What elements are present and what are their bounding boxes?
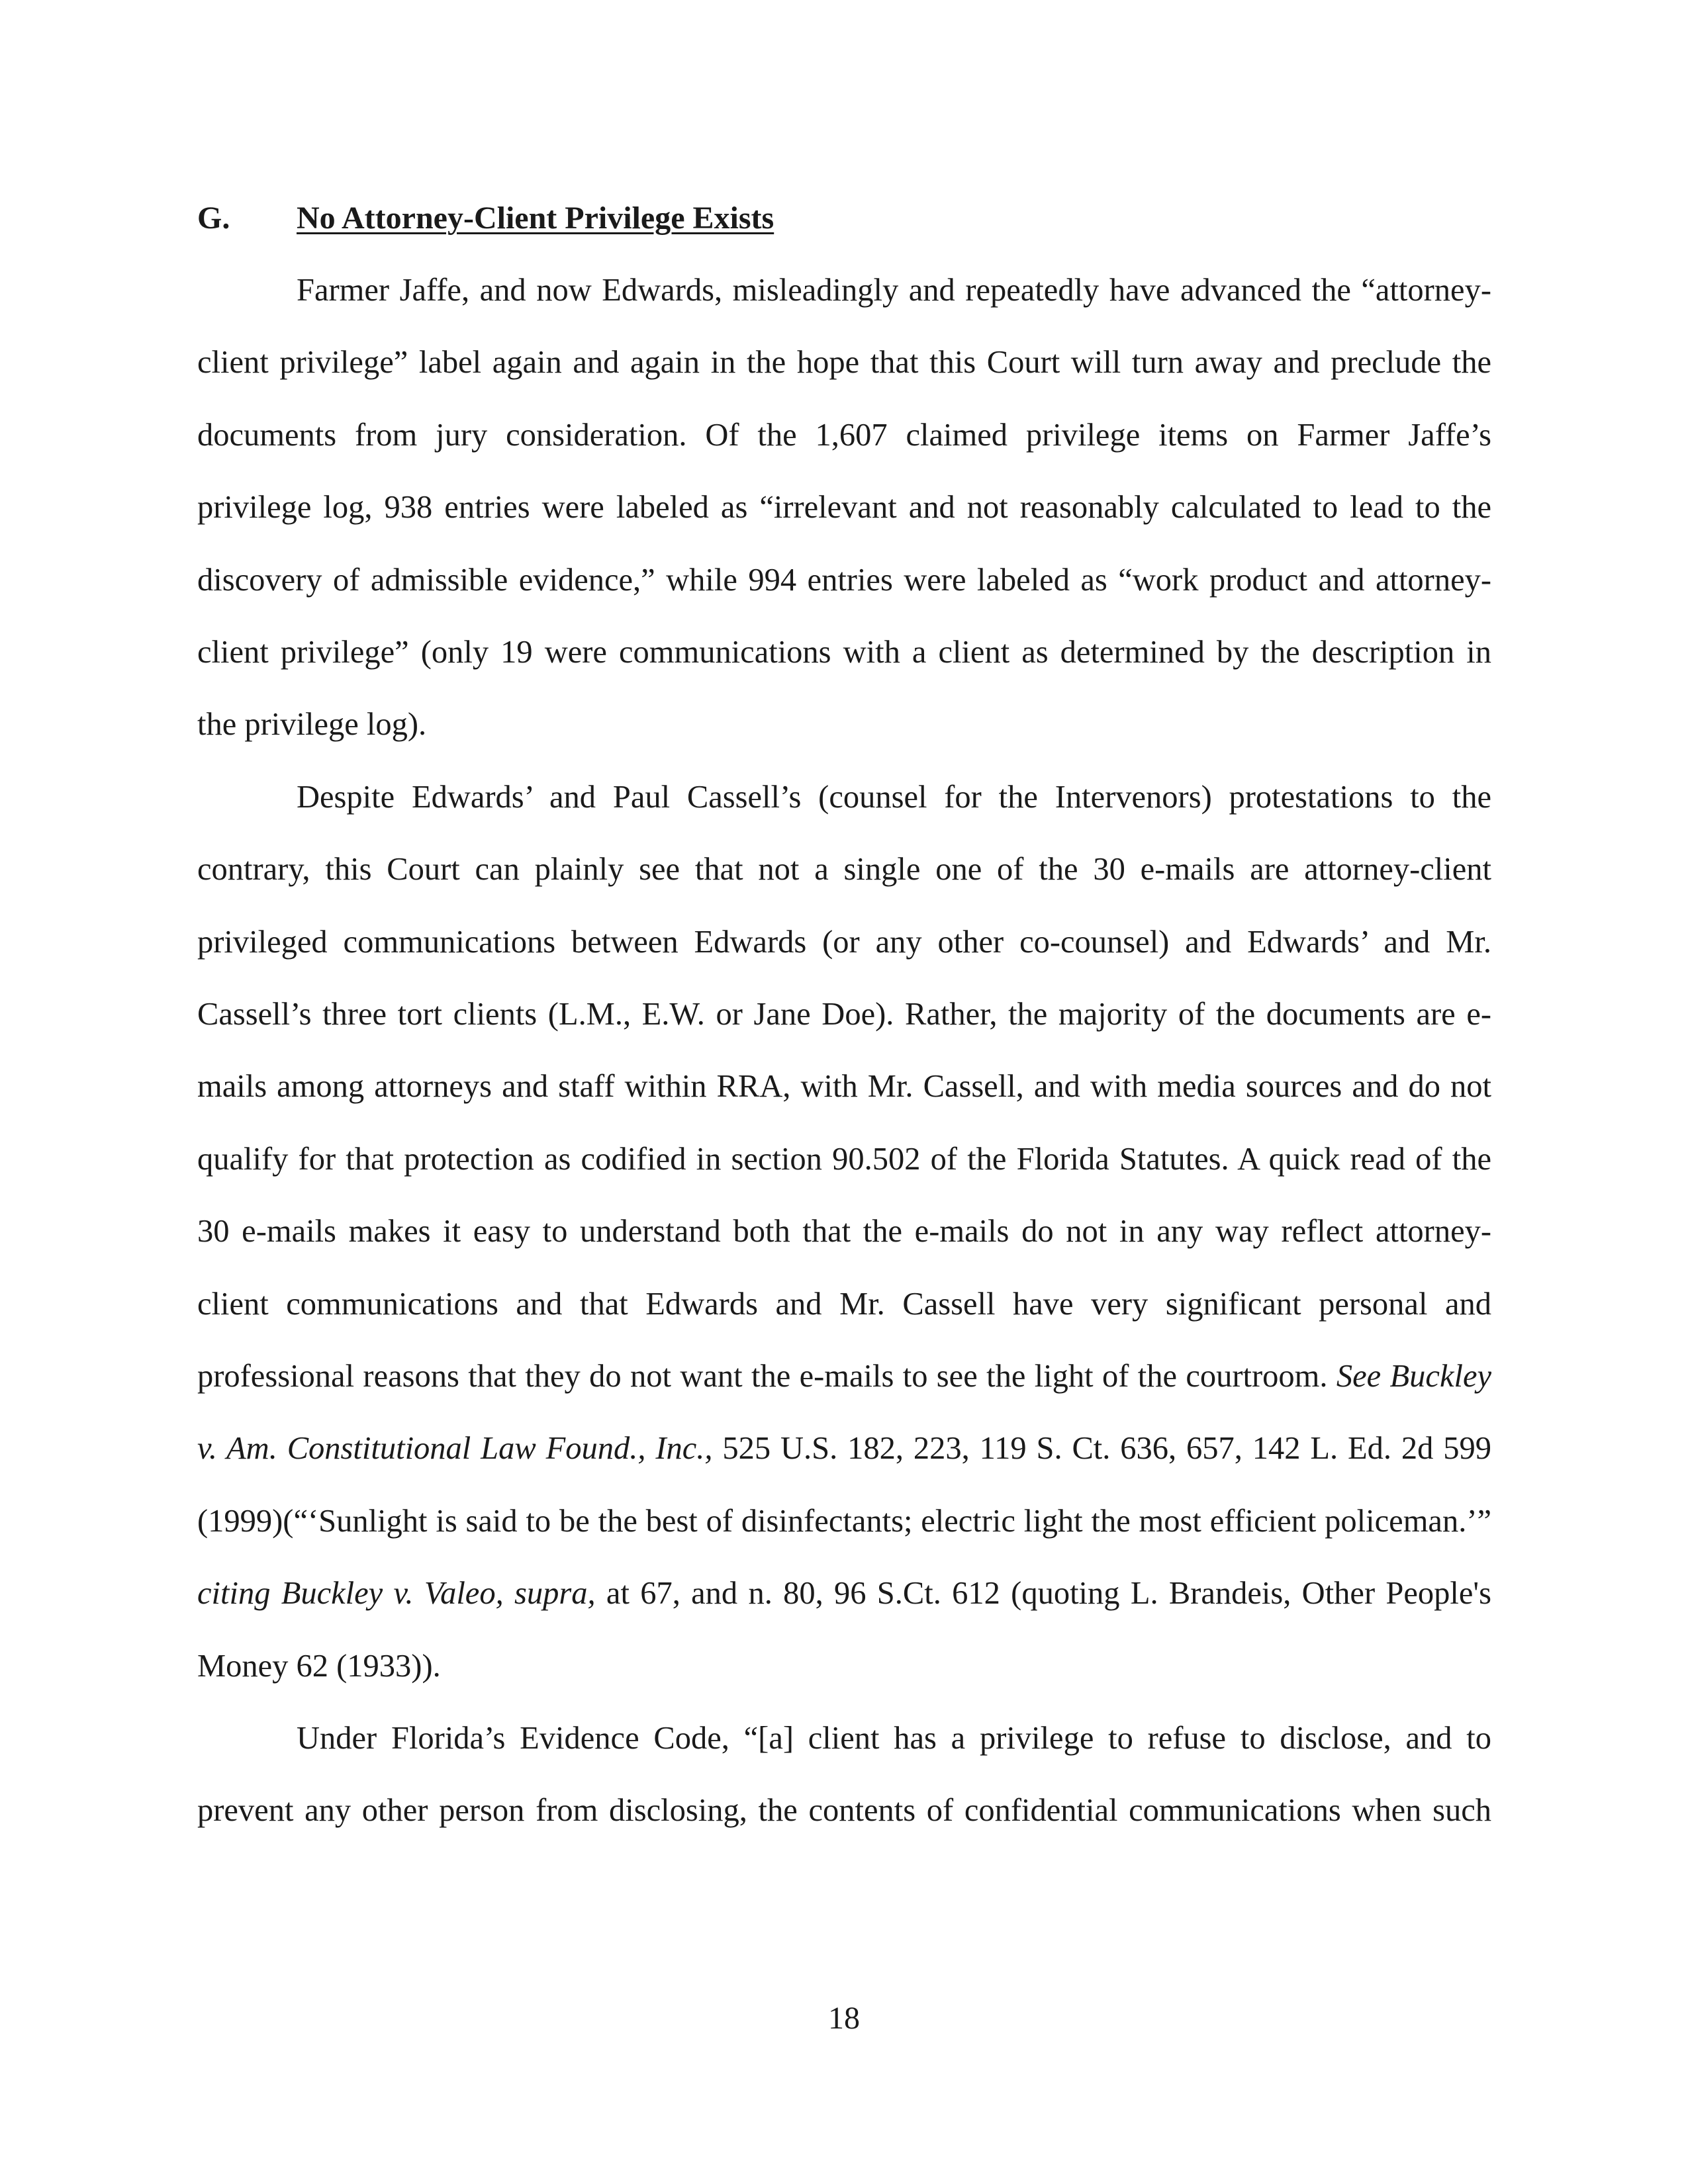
paragraph-2-line-3: privileged communications between Edwards (or any other co-counsel) and Edwards’ and Mr. [197, 925, 1491, 960]
paragraph-2-line-4: Cassell’s three tort clients (L.M., E.W. or Jane Doe). Rather, the majority of the documents are e- [197, 997, 1491, 1032]
page-number: 18 [828, 2001, 860, 2036]
paragraph-2-line-5: mails among attorneys and staff within RRA, with Mr. Cassell, and with media sources and do not [197, 1069, 1491, 1104]
paragraph-2-line-11: (1999)(“‘Sunlight is said to be the best of disinfectants; electric light the most efficient policeman.’” [197, 1504, 1491, 1539]
paragraph-2-line-1: Despite Edwards’ and Paul Cassell’s (counsel for the Intervenors) protestations to the [297, 780, 1491, 815]
paragraph-2-line-9 [197, 1355, 1491, 1398]
paragraph-2-line-13: Money 62 (1933)). [197, 1649, 441, 1684]
paragraph-1-line-6: client privilege” (only 19 were communications with a client as determined by the description in [197, 635, 1491, 670]
citation-see-buckley: See Buckley [1336, 1359, 1491, 1394]
paragraph-3-line-1: Under Florida’s Evidence Code, “[a] client has a privilege to refuse to disclose, and to [297, 1721, 1491, 1756]
paragraph-1-line-1: Farmer Jaffe, and now Edwards, misleadingly and repeatedly have advanced the “attorney- [297, 273, 1491, 308]
line-9-text: professional reasons that they do not want the e-mails to see the light of the courtroom. [197, 1359, 1328, 1394]
paragraph-2-line-7: 30 e-mails makes it easy to understand both that the e-mails do not in any way reflect attorney- [197, 1214, 1491, 1249]
citation-case-name: v. Am. Constitutional Law Found., Inc., [197, 1431, 713, 1466]
citation-reporter: 525 U.S. 182, 223, 119 S. Ct. 636, 657, 142 L. Ed. 2d 599 [722, 1431, 1492, 1466]
paragraph-1-line-5: discovery of admissible evidence,” while 994 entries were labeled as “work product and attorney- [197, 563, 1491, 598]
paragraph-1-line-2: client privilege” label again and again in the hope that this Court will turn away and preclude the [197, 345, 1491, 380]
paragraph-3-line-2: prevent any other person from disclosing, the contents of confidential communications when such [197, 1793, 1491, 1828]
section-heading [197, 197, 774, 240]
paragraph-2-line-2: contrary, this Court can plainly see that not a single one of the 30 e-mails are attorney-client [197, 852, 1491, 887]
section-letter: G. [197, 201, 230, 236]
paragraph-1-line-7: the privilege log). [197, 707, 427, 742]
paragraph-1-line-3: documents from jury consideration. Of the 1,607 claimed privilege items on Farmer Jaffe’s [197, 418, 1491, 453]
paragraph-2-line-6: qualify for that protection as codified in section 90.502 of the Florida Statutes. A quick read of the [197, 1142, 1491, 1177]
paragraph-2-line-10 [197, 1428, 1491, 1470]
section-title: No Attorney-Client Privilege Exists [297, 201, 774, 236]
citation-quoting: at 67, and n. 80, 96 S.Ct. 612 (quoting L. Brandeis, Other People's [606, 1576, 1492, 1611]
citation-citing: citing Buckley v. Valeo, supra, [197, 1576, 596, 1611]
paragraph-2-line-12 [197, 1572, 1491, 1615]
paragraph-2-line-8: client communications and that Edwards and Mr. Cassell have very significant personal and [197, 1287, 1491, 1322]
paragraph-1-line-4: privilege log, 938 entries were labeled as “irrelevant and not reasonably calculated to lead to the [197, 490, 1491, 525]
